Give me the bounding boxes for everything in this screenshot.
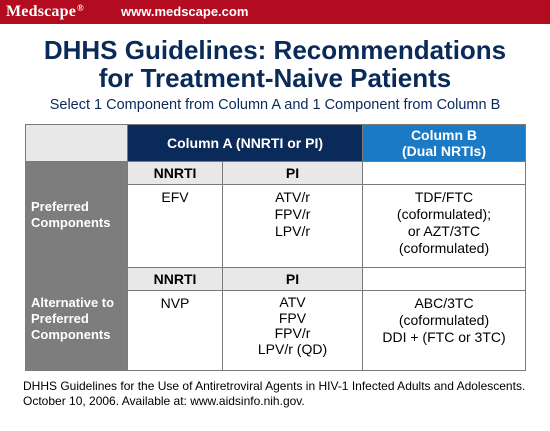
drug-entry: (coformulated) <box>398 312 490 328</box>
preferred-row-label <box>26 162 128 268</box>
alternative-row-label <box>26 268 128 371</box>
preferred-nrti-cell <box>363 185 526 268</box>
alternative-nnrti-cell <box>128 291 223 371</box>
preferred-label-line-2: Components <box>31 214 111 230</box>
title-line-1: DHHS Guidelines: Recommendations <box>43 35 507 65</box>
alternative-nnrti-header: NNRTI <box>128 268 223 291</box>
preferred-nnrti-cell <box>128 185 223 268</box>
preferred-label-line-1: Preferred <box>31 198 89 214</box>
column-b-title: Column B <box>410 127 478 143</box>
alternative-label-line-1: Alternative to <box>31 295 115 310</box>
corner-cell <box>26 125 128 162</box>
drug-entry: (coformulated); <box>396 206 492 222</box>
preferred-pi-cell <box>223 185 363 268</box>
drug-entry: or AZT/3TC <box>407 223 481 239</box>
title-line-2: for Treatment-Naive Patients <box>98 63 452 93</box>
header-url: www.medscape.com <box>121 4 249 19</box>
drug-entry: LPV/r (QD) <box>257 340 328 357</box>
drug-entry: FPV <box>278 309 307 326</box>
drug-entry: TDF/FTC <box>414 189 474 205</box>
column-b-subtitle: (Dual NRTIs) <box>402 143 486 159</box>
drug-entry: EFV <box>161 189 189 205</box>
drug-entry: DDI + (FTC or 3TC) <box>382 329 506 345</box>
drug-entry: ATV/r <box>275 189 310 205</box>
drug-entry: (coformulated) <box>398 240 490 256</box>
preferred-pi-header: PI <box>223 162 363 185</box>
alternative-label-line-3: Components <box>31 327 111 342</box>
alternative-nrti-cell <box>363 291 526 371</box>
medscape-logo: Medscape® <box>6 3 84 20</box>
preferred-nrti-header-blank <box>363 162 526 185</box>
column-b-header <box>363 125 526 162</box>
footnote <box>23 379 525 409</box>
guidelines-table <box>25 124 526 371</box>
drug-entry: FPV/r <box>274 325 311 341</box>
alternative-pi-cell <box>223 291 363 371</box>
preferred-nnrti-header: NNRTI <box>128 162 223 185</box>
alternative-label-line-2: Preferred <box>31 311 89 326</box>
drug-entry: NVP <box>160 295 190 311</box>
drug-entry: ATV <box>279 294 306 310</box>
drug-entry: LPV/r <box>274 223 310 239</box>
page-title <box>0 36 550 92</box>
alternative-pi-header: PI <box>223 268 363 291</box>
subtitle: Select 1 Component from Column A and 1 Component from Column B <box>49 97 501 113</box>
top-banner <box>0 0 550 24</box>
footnote-line-1: DHHS Guidelines for the Use of Antiretroviral Agents in HIV-1 Infected Adults and Adolescents. <box>23 379 526 393</box>
drug-entry: ABC/3TC <box>414 295 474 311</box>
footnote-line-2: October 10, 2006. Available at: www.aidsinfo.nih.gov. <box>23 394 305 408</box>
drug-entry: FPV/r <box>274 206 311 222</box>
alternative-nrti-header-blank <box>363 268 526 291</box>
column-a-header: Column A (NNRTI or PI) <box>128 125 363 162</box>
